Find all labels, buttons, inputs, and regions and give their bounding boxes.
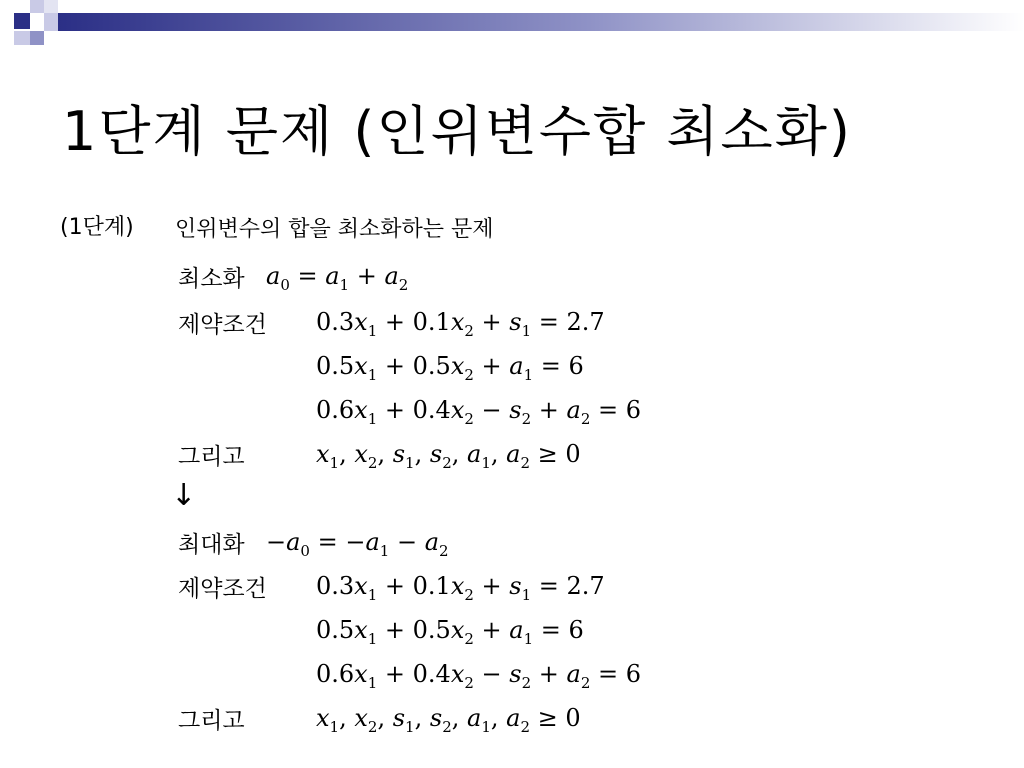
constraint-equation: $0.5x_1 + 0.5x_2 + a_1 = 6$ [316, 616, 584, 648]
constraint-equation: $0.5x_1 + 0.5x_2 + a_1 = 6$ [316, 352, 584, 384]
step-label: (1단계) [60, 215, 134, 240]
down-arrow-icon: ↓ [171, 478, 197, 513]
nonnegativity-condition: $x_1$, $x_2$, $s_1$, $s_2$, $a_1$, $a_2 \ge 0$ [316, 704, 581, 736]
constraints-label: 제약조건 [178, 576, 267, 602]
slide-title: 1단계 문제 (인위변수합 최소화) [62, 100, 852, 163]
objective-label: 최대화 [178, 532, 245, 558]
slide-decoration [0, 0, 1024, 62]
constraints-label: 제약조건 [178, 312, 267, 338]
constraint-equation: $0.6x_1 + 0.4x_2 - s_2 + a_2 = 6$ [316, 396, 642, 428]
objective-label: 최소화 [178, 266, 245, 292]
constraint-equation: $0.3x_1 + 0.1x_2 + s_1 = 2.7$ [316, 572, 605, 604]
objective-equation: $-a_0 = -a_1 - a_2$ [266, 528, 449, 560]
constraint-equation: $0.6x_1 + 0.4x_2 - s_2 + a_2 = 6$ [316, 660, 642, 692]
constraint-equation: $0.3x_1 + 0.1x_2 + s_1 = 2.7$ [316, 308, 605, 340]
nonnegativity-label: 그리고 [178, 708, 245, 734]
objective-equation: $a_0 = a_1 + a_2$ [266, 262, 409, 294]
nonnegativity-condition: $x_1$, $x_2$, $s_1$, $s_2$, $a_1$, $a_2 \ge 0$ [316, 440, 581, 472]
nonnegativity-label: 그리고 [178, 444, 245, 470]
step-description: 인위변수의 합을 최소화하는 문제 [175, 217, 494, 242]
